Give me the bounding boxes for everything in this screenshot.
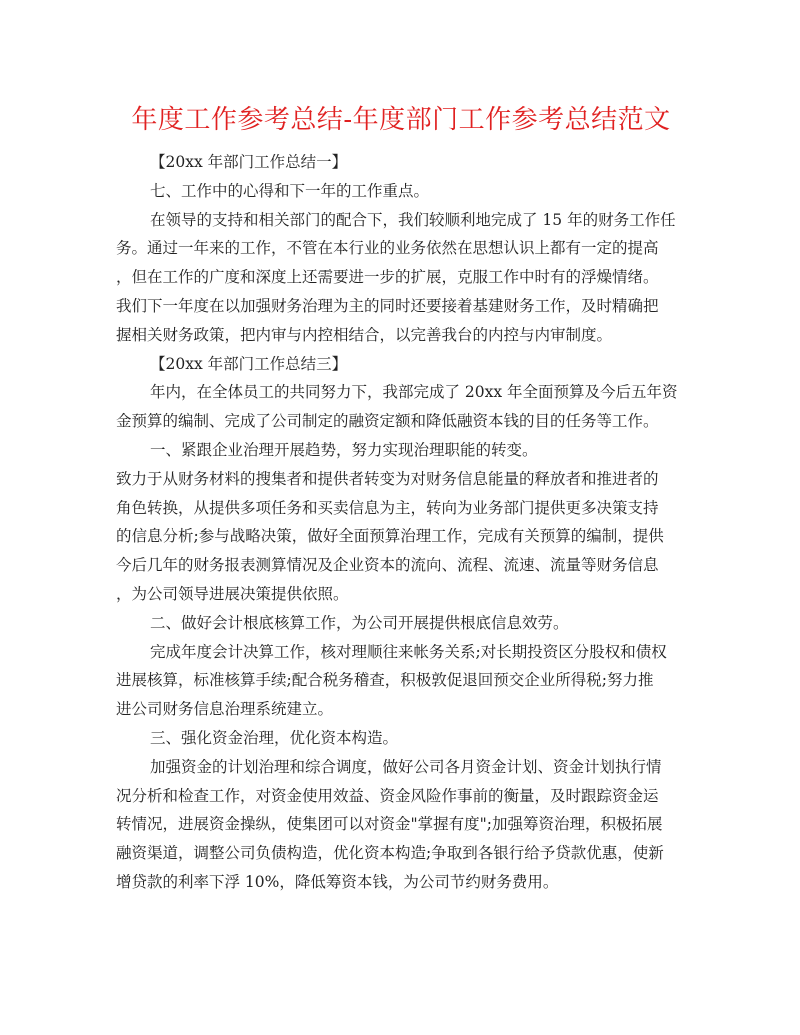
text-line: ，但在工作的广度和深度上还需要进一步的扩展，克服工作中时有的浮燥情绪。 (116, 268, 659, 287)
text-line: 【20xx 年部门工作总结一】 (150, 153, 348, 171)
document-title: 年度工作参考总结-年度部门工作参考总结范文 (131, 105, 671, 135)
text-line: 致力于从财务材料的搜集者和提供者转变为对财务信息能量的释放者和推进者的 (116, 469, 659, 488)
text-line: 三、强化资金治理，优化资本构造。 (150, 728, 399, 747)
text-line: 融资渠道，调整公司负债构造，优化资本构造;争取到各银行给予贷款优惠，使新 (116, 844, 664, 863)
text-line: 【20xx 年部门工作总结三】 (150, 354, 348, 373)
text-line: 角色转换，从提供多项任务和买卖信息为主，转向为业务部门提供更多决策支持 (116, 498, 659, 517)
text-line: 二、做好会计根底核算工作，为公司开展提供根底信息效劳。 (150, 613, 569, 632)
text-line: 一、紧跟企业治理开展趋势，努力实现治理职能的转变。 (150, 440, 538, 459)
text-line: 完成年度会计决算工作，核对理顺往来帐务关系;对长期投资区分股权和债权 (150, 642, 667, 661)
text-line: 金预算的编制、完成了公司制定的融资定额和降低融资本钱的目的任务等工作。 (116, 412, 659, 431)
text-line: 况分析和检查工作，对资金使用效益、资金风险作事前的衡量，及时跟踪资金运 (116, 786, 659, 805)
text-line: ，为公司领导进展决策提供依照。 (116, 584, 349, 603)
text-line: 在领导的支持和相关部门的配合下，我们较顺利地完成了 15 年的财务工作任 (150, 210, 676, 229)
text-line: 的信息分析;参与战略决策，做好全面预算治理工作，完成有关预算的编制，提供 (116, 527, 664, 546)
text-line: 转情况，进展资金操纵，使集团可以对资金"掌握有度";加强筹资治理，积极拓展 (116, 815, 663, 834)
text-line: 七、工作中的心得和下一年的工作重点。 (150, 181, 430, 200)
document-page (116, 100, 686, 897)
text-line: 务。通过一年来的工作，不管在本行业的业务依然在思想认识上都有一定的提高 (116, 239, 659, 258)
text-line: 握相关财务政策，把内审与内控相结合，以完善我台的内控与内审制度。 (116, 325, 613, 344)
document-body (116, 148, 686, 897)
text-line: 年内，在全体员工的共同努力下，我部完成了 20xx 年全面预算及今后五年资 (150, 383, 678, 402)
text-line: 进公司财务信息治理系统建立。 (116, 700, 334, 719)
text-line: 加强资金的计划治理和综合调度，做好公司各月资金计划、资金计划执行情 (150, 757, 662, 776)
text-line: 我们下一年度在以加强财务治理为主的同时还要接着基建财务工作，及时精确把 (116, 296, 659, 315)
text-line: 今后几年的财务报表测算情况及企业资本的流向、流程、流速、流量等财务信息 (116, 556, 659, 575)
text-line: 进展核算，标准核算手续;配合税务稽查，积极敦促退回预交企业所得税;努力推 (116, 671, 654, 690)
text-line: 增贷款的利率下浮 10%，降低筹资本钱，为公司节约财务费用。 (116, 872, 559, 891)
